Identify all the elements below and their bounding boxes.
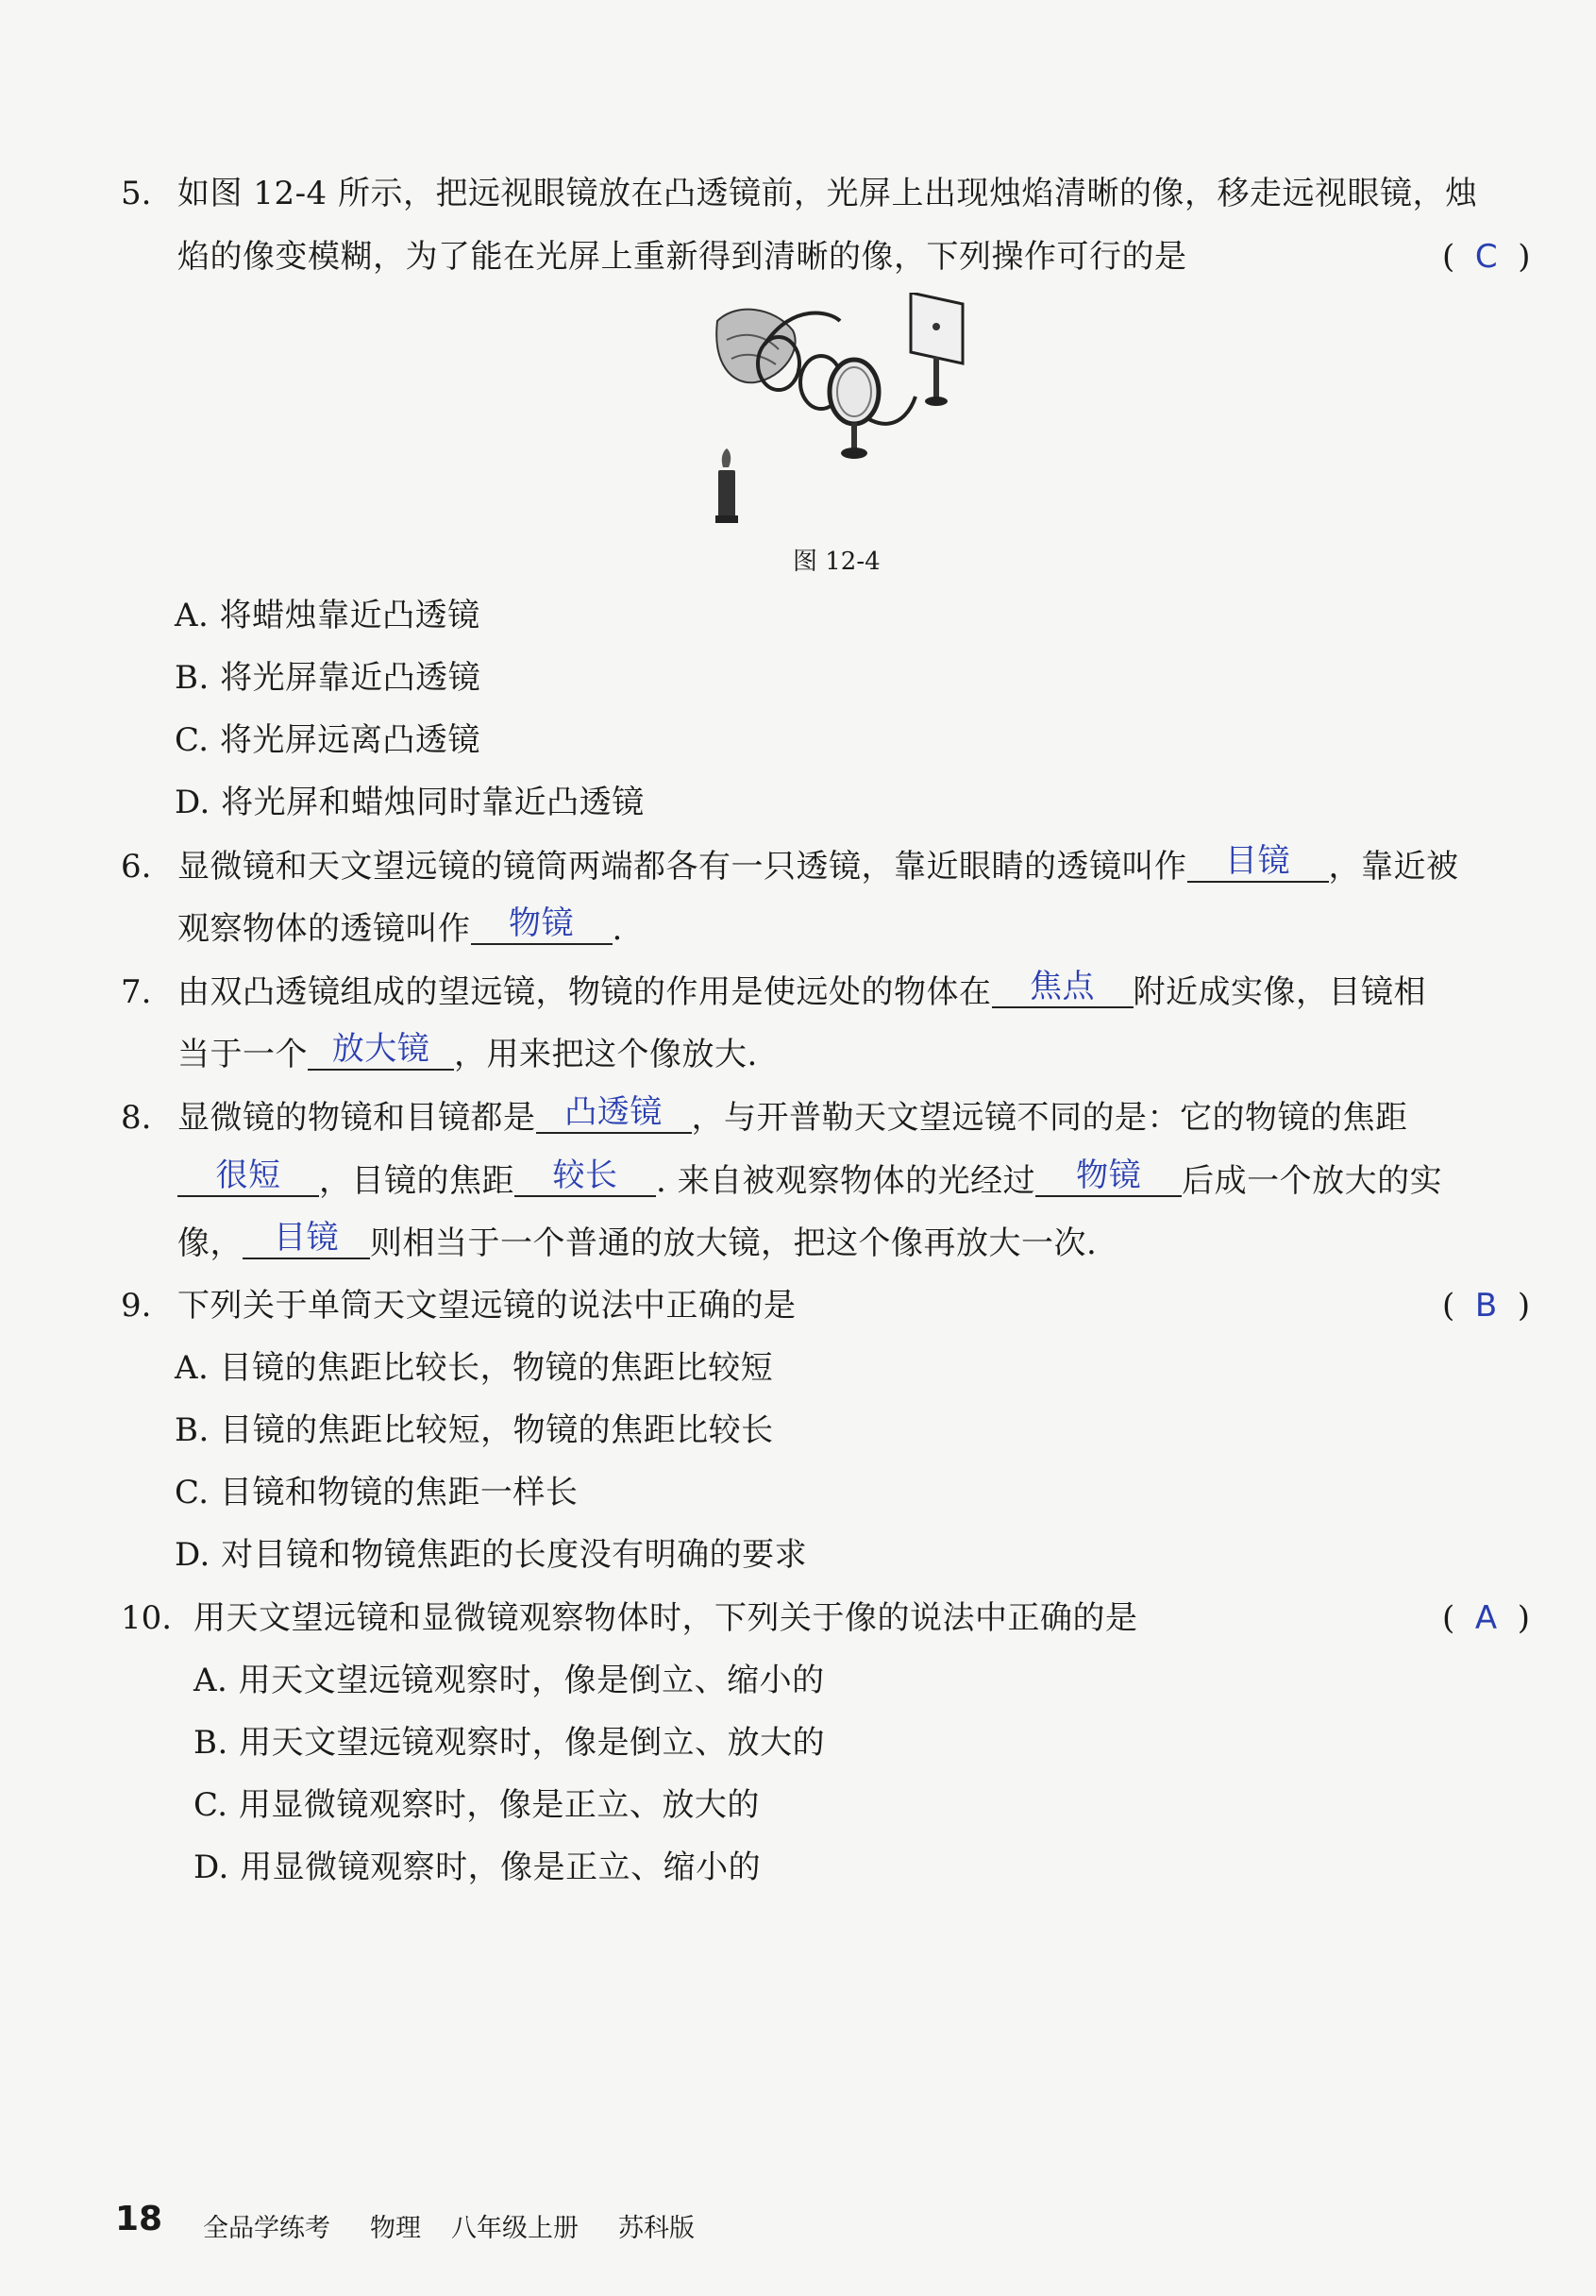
q6-blank-1	[1187, 842, 1329, 883]
q8-blank-3	[514, 1156, 656, 1197]
q8-text-1: 显微镜的物镜和目镜都是	[177, 1099, 536, 1137]
q10-option-d: D. 用显微镜观察时，像是正立、缩小的	[193, 1849, 762, 1886]
q10-answer: A	[1474, 1599, 1498, 1637]
q10-option-a: A. 用天文望远镜观察时，像是倒立、缩小的	[193, 1662, 825, 1699]
q5-number: 5.	[121, 175, 152, 212]
q6-text-1: 显微镜和天文望远镜的镜筒两端都各有一只透镜，靠近眼睛的透镜叫作	[177, 848, 1187, 886]
q8-line2	[177, 1156, 1443, 1200]
q9-stem: 下列关于单筒天文望远镜的说法中正确的是	[177, 1287, 797, 1325]
q9-option-c: C. 目镜和物镜的焦距一样长	[175, 1474, 579, 1511]
q7-blank-1-answer: 焦点	[1030, 968, 1095, 1005]
q8-text-3: ，目镜的焦距	[319, 1162, 514, 1200]
q6-blank-1-answer: 目镜	[1225, 842, 1290, 880]
q8-blank-4	[1035, 1156, 1182, 1197]
q8-text-2: ，与开普勒天文望远镜不同的是：它的物镜的焦距	[691, 1099, 1408, 1137]
q5-answer-paren: ( C )	[1442, 238, 1531, 276]
q7-text-1: 由双凸透镜组成的望远镜，物镜的作用是使远处的物体在	[177, 973, 992, 1011]
footer-subject: 物理	[370, 2214, 421, 2243]
q9-option-d: D. 对目镜和物镜焦距的长度没有明确的要求	[175, 1536, 808, 1574]
q8-blank-2	[177, 1156, 319, 1197]
q10-option-b: B. 用天文望远镜观察时，像是倒立、放大的	[193, 1724, 826, 1762]
q8-blank-5	[243, 1219, 370, 1259]
q8-text-7: 则相当于一个普通的放大镜，把这个像再放大一次.	[370, 1224, 1098, 1262]
q8-text-5: 后成一个放大的实	[1182, 1162, 1443, 1200]
q8-line1	[177, 1093, 1408, 1137]
q6-blank-2-answer: 物镜	[509, 904, 574, 942]
q7-number: 7.	[121, 973, 152, 1011]
q5-option-a: A. 将蜡烛靠近凸透镜	[175, 597, 480, 634]
q7-blank-2-answer: 放大镜	[331, 1030, 430, 1068]
figure-caption: 图 12-4	[793, 548, 881, 576]
q8-text-4: . 来自被观察物体的光经过	[656, 1162, 1036, 1200]
q9-answer-paren: ( B )	[1442, 1287, 1531, 1325]
q5-option-c: C. 将光屏远离凸透镜	[175, 721, 480, 759]
q8-blank-1	[536, 1093, 692, 1134]
q5-stem-line1: 如图 12-4 所示，把远视眼镜放在凸透镜前，光屏上出现烛焰清晰的像，移走远视眼镜，烛	[177, 175, 1478, 212]
q7-line2	[177, 1030, 758, 1073]
q10-number: 10.	[121, 1599, 173, 1637]
q8-blank-5-answer: 目镜	[274, 1219, 339, 1257]
q7-text-2: 附近成实像，目镜相	[1133, 973, 1426, 1011]
q7-text-3: 当于一个	[177, 1036, 308, 1073]
q7-text-4: ，用来把这个像放大.	[454, 1036, 758, 1073]
q8-blank-4-answer: 物镜	[1076, 1156, 1142, 1194]
q6-number: 6.	[121, 848, 152, 886]
q8-blank-3-answer: 较长	[552, 1156, 618, 1194]
q5-option-b: B. 将光屏靠近凸透镜	[175, 659, 481, 697]
q8-text-6: 像，	[177, 1224, 243, 1262]
q6-text-2: ，靠近被	[1328, 848, 1459, 886]
footer-brand: 全品学练考	[203, 2214, 330, 2243]
footer-edition: 苏科版	[618, 2214, 695, 2243]
q7-line1	[177, 968, 1426, 1011]
q9-answer: B	[1474, 1287, 1498, 1325]
q6-blank-2	[471, 904, 613, 945]
figure-lens-experiment	[689, 293, 1010, 538]
q9-option-a: A. 目镜的焦距比较长，物镜的焦距比较短	[175, 1349, 774, 1387]
page-number: 18	[115, 2200, 163, 2238]
q9-number: 9.	[121, 1287, 152, 1325]
footer-grade: 八年级上册	[451, 2214, 579, 2243]
q8-number: 8.	[121, 1099, 152, 1137]
q7-blank-1	[992, 968, 1134, 1008]
q10-answer-paren: ( A )	[1442, 1599, 1531, 1637]
q9-option-b: B. 目镜的焦距比较短，物镜的焦距比较长	[175, 1411, 774, 1449]
q6-text-3: 观察物体的透镜叫作	[177, 910, 471, 948]
q8-blank-2-answer: 很短	[215, 1156, 281, 1194]
q6-text-4: .	[612, 910, 623, 948]
q10-option-c: C. 用显微镜观察时，像是正立、放大的	[193, 1786, 760, 1824]
q5-answer: C	[1474, 238, 1498, 276]
q5-stem-line2: 焰的像变模糊，为了能在光屏上重新得到清晰的像，下列操作可行的是	[177, 238, 1187, 276]
q8-blank-1-answer: 凸透镜	[564, 1093, 663, 1131]
q8-line3	[177, 1219, 1098, 1262]
q10-stem: 用天文望远镜和显微镜观察物体时，下列关于像的说法中正确的是	[193, 1599, 1138, 1637]
q6-line1	[177, 842, 1459, 886]
q5-option-d: D. 将光屏和蜡烛同时靠近凸透镜	[175, 784, 645, 821]
q6-line2	[177, 904, 623, 948]
q7-blank-2	[308, 1030, 454, 1071]
